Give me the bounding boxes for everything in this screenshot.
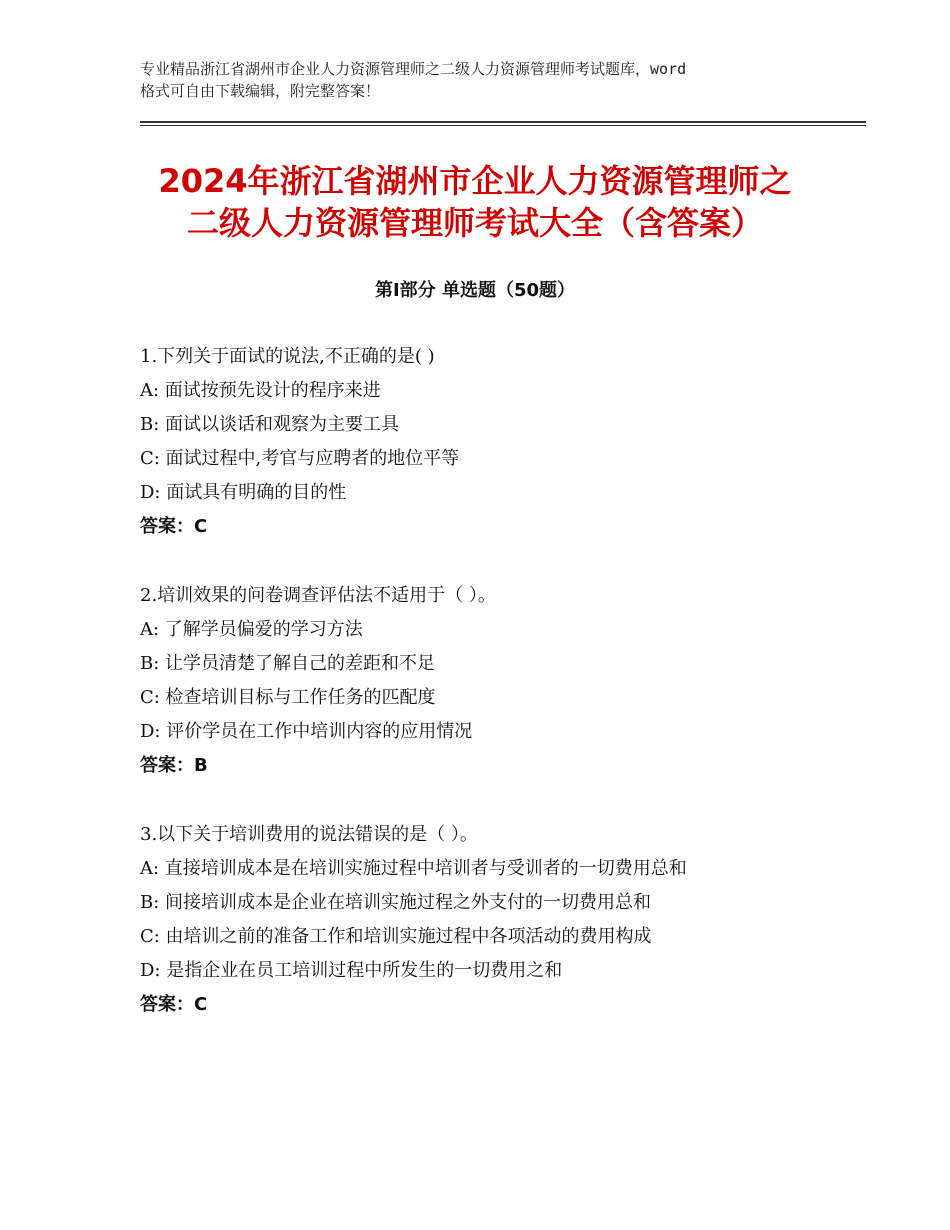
option-a: A: 直接培训成本是在培训实施过程中培训者与受训者的一切费用总和: [140, 858, 687, 879]
question-stem: 3.以下关于培训费用的说法错误的是（ ）。: [140, 824, 478, 845]
header-note-line-2: 格式可自由下载编辑，附完整答案！: [140, 82, 381, 100]
option-d: D: 评价学员在工作中培训内容的应用情况: [140, 721, 473, 742]
question-block: [140, 340, 860, 544]
section-heading: 第Ⅰ部分 单选题（50题）: [374, 280, 575, 301]
option-a: A: 了解学员偏爱的学习方法: [140, 619, 363, 640]
question-stem: 2.培训效果的问卷调查评估法不适用于（ ）。: [140, 585, 496, 606]
header-divider-thick: [140, 121, 866, 123]
option-d: D: 是指企业在员工培训过程中所发生的一切费用之和: [140, 960, 563, 981]
option-c: C: 面试过程中,考官与应聘者的地位平等: [140, 448, 460, 469]
question-stem: 1.下列关于面试的说法,不正确的是( ): [140, 346, 435, 367]
option-d: D: 面试具有明确的目的性: [140, 482, 347, 503]
answer-text: 答案：C: [140, 994, 208, 1015]
document-title: [100, 160, 850, 244]
question-block: [140, 818, 860, 1022]
answer-text: 答案：C: [140, 516, 208, 537]
document-title-line-1: 2024年浙江省湖州市企业人力资源管理师之: [158, 162, 792, 200]
header-note-line-1: 专业精品浙江省湖州市企业人力资源管理师之二级人力资源管理师考试题库，word: [140, 60, 687, 78]
option-c: C: 由培训之前的准备工作和培训实施过程中各项活动的费用构成: [140, 926, 652, 947]
question-block: [140, 579, 860, 783]
header-note: [140, 58, 840, 102]
option-b: B: 面试以谈话和观察为主要工具: [140, 414, 400, 435]
option-b: B: 让学员清楚了解自己的差距和不足: [140, 653, 436, 674]
option-b: B: 间接培训成本是企业在培训实施过程之外支付的一切费用总和: [140, 892, 652, 913]
option-c: C: 检查培训目标与工作任务的匹配度: [140, 687, 436, 708]
option-a: A: 面试按预先设计的程序来进: [140, 380, 381, 401]
header-divider-thin: [140, 125, 866, 126]
answer-text: 答案：B: [140, 755, 208, 776]
document-title-line-2: 二级人力资源管理师考试大全（含答案）: [186, 204, 763, 242]
